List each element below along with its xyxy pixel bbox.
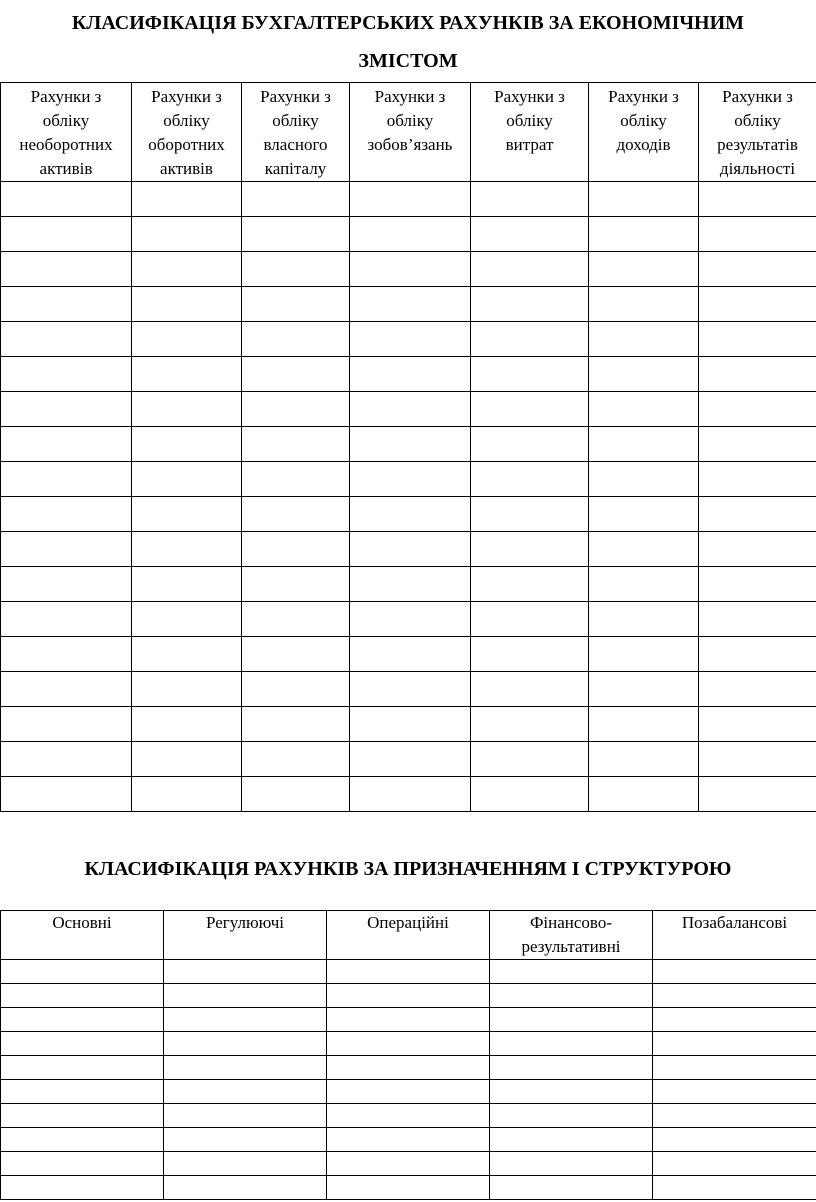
column-header-line: власного xyxy=(263,135,328,154)
empty-cell[interactable] xyxy=(1,322,132,357)
empty-cell[interactable] xyxy=(1,1056,164,1080)
empty-cell[interactable] xyxy=(471,742,589,777)
empty-cell[interactable] xyxy=(350,637,471,672)
empty-cell[interactable] xyxy=(653,984,816,1008)
empty-cell[interactable] xyxy=(132,777,242,812)
empty-cell[interactable] xyxy=(589,287,699,322)
empty-cell[interactable] xyxy=(132,322,242,357)
empty-cell[interactable] xyxy=(471,532,589,567)
empty-cell[interactable] xyxy=(699,287,816,322)
empty-cell[interactable] xyxy=(164,1152,327,1176)
table-row xyxy=(1,392,816,427)
column-header-line: діяльності xyxy=(719,159,796,178)
empty-cell[interactable] xyxy=(699,567,816,602)
empty-cell[interactable] xyxy=(350,392,471,427)
empty-cell[interactable] xyxy=(490,1008,653,1032)
empty-cell[interactable] xyxy=(1,357,132,392)
empty-cell[interactable] xyxy=(132,392,242,427)
empty-cell[interactable] xyxy=(327,1176,490,1200)
empty-cell[interactable] xyxy=(350,357,471,392)
empty-cell[interactable] xyxy=(490,1080,653,1104)
empty-cell[interactable] xyxy=(350,287,471,322)
empty-cell[interactable] xyxy=(350,497,471,532)
title-line-2: ЗМІСТОМ xyxy=(358,50,458,72)
empty-cell[interactable] xyxy=(699,777,816,812)
empty-cell[interactable] xyxy=(164,1032,327,1056)
column-header xyxy=(589,83,699,182)
empty-cell[interactable] xyxy=(653,1008,816,1032)
empty-cell[interactable] xyxy=(327,984,490,1008)
empty-cell[interactable] xyxy=(327,1104,490,1128)
empty-cell[interactable] xyxy=(699,252,816,287)
column-header-line: активів xyxy=(160,159,213,178)
empty-cell[interactable] xyxy=(242,427,350,462)
empty-cell[interactable] xyxy=(327,1032,490,1056)
empty-cell[interactable] xyxy=(132,567,242,602)
empty-cell[interactable] xyxy=(350,707,471,742)
empty-cell[interactable] xyxy=(1,602,132,637)
empty-cell[interactable] xyxy=(699,707,816,742)
purpose-structure-classification-title: КЛАСИФІКАЦІЯ РАХУНКІВ ЗА ПРИЗНАЧЕННЯМ І СТРУКТУРОЮ xyxy=(84,858,732,880)
empty-cell[interactable] xyxy=(699,217,816,252)
empty-cell[interactable] xyxy=(132,672,242,707)
empty-cell[interactable] xyxy=(1,1176,164,1200)
empty-cell[interactable] xyxy=(653,1056,816,1080)
column-header xyxy=(242,83,350,182)
table-row xyxy=(1,1152,816,1176)
empty-cell[interactable] xyxy=(471,427,589,462)
column-header xyxy=(471,83,589,182)
column-header-line: Рахунки з xyxy=(260,87,331,106)
empty-cell[interactable] xyxy=(471,392,589,427)
empty-cell[interactable] xyxy=(471,287,589,322)
column-header-line: необоротних xyxy=(19,135,113,154)
empty-cell[interactable] xyxy=(471,462,589,497)
empty-cell[interactable] xyxy=(490,1104,653,1128)
empty-cell[interactable] xyxy=(242,707,350,742)
empty-cell[interactable] xyxy=(164,1056,327,1080)
empty-cell[interactable] xyxy=(589,602,699,637)
empty-cell[interactable] xyxy=(1,532,132,567)
empty-cell[interactable] xyxy=(132,602,242,637)
column-header-line: Рахунки з xyxy=(151,87,222,106)
empty-cell[interactable] xyxy=(490,984,653,1008)
empty-cell[interactable] xyxy=(589,322,699,357)
empty-cell[interactable] xyxy=(471,182,589,217)
empty-cell[interactable] xyxy=(164,960,327,984)
column-header-line: доходів xyxy=(616,135,671,154)
empty-cell[interactable] xyxy=(1,1104,164,1128)
empty-cell[interactable] xyxy=(132,532,242,567)
empty-cell[interactable] xyxy=(242,497,350,532)
title-line-1: КЛАСИФІКАЦІЯ БУХГАЛТЕРСЬКИХ РАХУНКІВ ЗА ЕКОНОМІЧНИМ xyxy=(71,12,745,34)
empty-cell[interactable] xyxy=(327,1128,490,1152)
table-row xyxy=(1,1104,816,1128)
empty-cell[interactable] xyxy=(699,182,816,217)
column-header-line: обліку xyxy=(42,111,90,130)
empty-cell[interactable] xyxy=(164,984,327,1008)
empty-cell[interactable] xyxy=(1,1128,164,1152)
empty-cell[interactable] xyxy=(490,1152,653,1176)
empty-cell[interactable] xyxy=(471,252,589,287)
empty-cell[interactable] xyxy=(589,182,699,217)
column-header-line: Рахунки з xyxy=(608,87,679,106)
empty-cell[interactable] xyxy=(589,742,699,777)
empty-cell[interactable] xyxy=(589,252,699,287)
empty-cell[interactable] xyxy=(589,392,699,427)
empty-cell[interactable] xyxy=(350,462,471,497)
empty-cell[interactable] xyxy=(132,427,242,462)
empty-cell[interactable] xyxy=(471,497,589,532)
empty-cell[interactable] xyxy=(242,217,350,252)
column-header-line: Регулюючі xyxy=(205,913,284,932)
empty-cell[interactable] xyxy=(589,672,699,707)
empty-cell[interactable] xyxy=(350,777,471,812)
empty-cell[interactable] xyxy=(1,497,132,532)
empty-cell[interactable] xyxy=(132,742,242,777)
column-header xyxy=(1,911,164,960)
empty-cell[interactable] xyxy=(1,182,132,217)
table-row xyxy=(1,1128,816,1152)
empty-cell[interactable] xyxy=(164,1080,327,1104)
column-header xyxy=(490,911,653,960)
column-header-line: витрат xyxy=(505,135,554,154)
table-row xyxy=(1,637,816,672)
empty-cell[interactable] xyxy=(1,672,132,707)
purpose-structure-classification-table xyxy=(0,910,816,1200)
empty-cell[interactable] xyxy=(350,182,471,217)
table-header-row xyxy=(1,911,816,960)
table-row xyxy=(1,1080,816,1104)
empty-cell[interactable] xyxy=(242,252,350,287)
empty-cell[interactable] xyxy=(350,322,471,357)
empty-cell[interactable] xyxy=(132,462,242,497)
empty-cell[interactable] xyxy=(132,707,242,742)
empty-cell[interactable] xyxy=(699,462,816,497)
column-header-line: Рахунки з xyxy=(374,87,446,106)
empty-cell[interactable] xyxy=(350,217,471,252)
economic-classification-title xyxy=(0,4,816,80)
empty-cell[interactable] xyxy=(242,287,350,322)
table-row xyxy=(1,960,816,984)
empty-cell[interactable] xyxy=(589,217,699,252)
empty-cell[interactable] xyxy=(471,707,589,742)
column-header-line: обліку xyxy=(163,111,210,130)
column-header-line: Основні xyxy=(52,913,112,932)
table-row xyxy=(1,252,816,287)
empty-cell[interactable] xyxy=(1,392,132,427)
column-header-line: Рахунки з xyxy=(494,87,565,106)
table-row xyxy=(1,532,816,567)
empty-cell[interactable] xyxy=(350,532,471,567)
table-row xyxy=(1,287,816,322)
column-header xyxy=(132,83,242,182)
empty-cell[interactable] xyxy=(132,287,242,322)
empty-cell[interactable] xyxy=(471,777,589,812)
empty-cell[interactable] xyxy=(327,1152,490,1176)
empty-cell[interactable] xyxy=(242,777,350,812)
empty-cell[interactable] xyxy=(1,960,164,984)
empty-cell[interactable] xyxy=(164,1104,327,1128)
empty-cell[interactable] xyxy=(132,252,242,287)
column-header-line: обліку xyxy=(620,111,667,130)
empty-cell[interactable] xyxy=(164,1176,327,1200)
table-row xyxy=(1,1008,816,1032)
empty-cell[interactable] xyxy=(653,1032,816,1056)
column-header xyxy=(164,911,327,960)
empty-cell[interactable] xyxy=(653,1104,816,1128)
empty-cell[interactable] xyxy=(1,287,132,322)
table-row xyxy=(1,1032,816,1056)
empty-cell[interactable] xyxy=(653,1176,816,1200)
column-header-line: результативні xyxy=(521,937,621,956)
empty-cell[interactable] xyxy=(350,602,471,637)
empty-cell[interactable] xyxy=(490,960,653,984)
column-header xyxy=(327,911,490,960)
empty-cell[interactable] xyxy=(471,672,589,707)
empty-cell[interactable] xyxy=(1,1152,164,1176)
empty-cell[interactable] xyxy=(1,427,132,462)
table-row xyxy=(1,1176,816,1200)
empty-cell[interactable] xyxy=(1,742,132,777)
empty-cell[interactable] xyxy=(589,532,699,567)
empty-cell[interactable] xyxy=(132,357,242,392)
table-row xyxy=(1,672,816,707)
empty-cell[interactable] xyxy=(132,497,242,532)
empty-cell[interactable] xyxy=(699,322,816,357)
table-row xyxy=(1,322,816,357)
column-header-line: оборотних xyxy=(148,135,225,154)
empty-cell[interactable] xyxy=(327,1080,490,1104)
column-header xyxy=(699,83,816,182)
column-header-line: результатів xyxy=(717,135,798,154)
empty-cell[interactable] xyxy=(242,672,350,707)
empty-cell[interactable] xyxy=(699,392,816,427)
empty-cell[interactable] xyxy=(164,1008,327,1032)
empty-cell[interactable] xyxy=(242,322,350,357)
column-header-line: зобов’язань xyxy=(367,135,453,154)
empty-cell[interactable] xyxy=(242,567,350,602)
empty-cell[interactable] xyxy=(699,357,816,392)
table-row xyxy=(1,777,816,812)
empty-cell[interactable] xyxy=(1,1008,164,1032)
empty-cell[interactable] xyxy=(327,960,490,984)
empty-cell[interactable] xyxy=(350,427,471,462)
empty-cell[interactable] xyxy=(490,1128,653,1152)
table-header-row xyxy=(1,83,816,182)
empty-cell[interactable] xyxy=(699,532,816,567)
column-header-line: Фінансово- xyxy=(529,913,612,932)
empty-cell[interactable] xyxy=(1,984,164,1008)
empty-cell[interactable] xyxy=(589,567,699,602)
empty-cell[interactable] xyxy=(653,960,816,984)
empty-cell[interactable] xyxy=(1,777,132,812)
empty-cell[interactable] xyxy=(653,1080,816,1104)
empty-cell[interactable] xyxy=(327,1056,490,1080)
table-row xyxy=(1,1056,816,1080)
empty-cell[interactable] xyxy=(471,567,589,602)
empty-cell[interactable] xyxy=(589,777,699,812)
column-header-line: капіталу xyxy=(264,159,327,178)
empty-cell[interactable] xyxy=(1,217,132,252)
empty-cell[interactable] xyxy=(653,1128,816,1152)
empty-cell[interactable] xyxy=(471,602,589,637)
empty-cell[interactable] xyxy=(589,462,699,497)
table-row xyxy=(1,462,816,497)
empty-cell[interactable] xyxy=(242,392,350,427)
empty-cell[interactable] xyxy=(242,357,350,392)
empty-cell[interactable] xyxy=(471,637,589,672)
empty-cell[interactable] xyxy=(490,1176,653,1200)
empty-cell[interactable] xyxy=(350,742,471,777)
table-row xyxy=(1,602,816,637)
column-header xyxy=(653,911,816,960)
empty-cell[interactable] xyxy=(490,1056,653,1080)
empty-cell[interactable] xyxy=(1,1080,164,1104)
table-row xyxy=(1,567,816,602)
column-header xyxy=(1,83,132,182)
empty-cell[interactable] xyxy=(589,707,699,742)
column-header-line: Позабалансові xyxy=(681,913,788,932)
empty-cell[interactable] xyxy=(1,637,132,672)
economic-classification-table xyxy=(0,82,816,812)
empty-cell[interactable] xyxy=(350,672,471,707)
column-header-line: обліку xyxy=(386,111,434,130)
empty-cell[interactable] xyxy=(471,217,589,252)
empty-cell[interactable] xyxy=(350,252,471,287)
empty-cell[interactable] xyxy=(242,637,350,672)
table-row xyxy=(1,497,816,532)
empty-cell[interactable] xyxy=(699,427,816,462)
empty-cell[interactable] xyxy=(132,217,242,252)
empty-cell[interactable] xyxy=(699,497,816,532)
column-header-line: активів xyxy=(39,159,93,178)
table-row xyxy=(1,707,816,742)
column-header-line: обліку xyxy=(734,111,781,130)
column-header-line: Рахунки з xyxy=(722,87,793,106)
column-header xyxy=(350,83,471,182)
table-row xyxy=(1,742,816,777)
empty-cell[interactable] xyxy=(1,462,132,497)
column-header-line: Операційні xyxy=(367,913,449,932)
table-row xyxy=(1,182,816,217)
empty-cell[interactable] xyxy=(242,742,350,777)
table-row xyxy=(1,217,816,252)
empty-cell[interactable] xyxy=(242,602,350,637)
empty-cell[interactable] xyxy=(242,182,350,217)
empty-cell[interactable] xyxy=(589,637,699,672)
empty-cell[interactable] xyxy=(471,357,589,392)
empty-cell[interactable] xyxy=(1,567,132,602)
column-header-line: Рахунки з xyxy=(30,87,102,106)
empty-cell[interactable] xyxy=(589,497,699,532)
column-header-line: обліку xyxy=(506,111,553,130)
table-row xyxy=(1,427,816,462)
empty-cell[interactable] xyxy=(132,182,242,217)
empty-cell[interactable] xyxy=(699,742,816,777)
table-row xyxy=(1,357,816,392)
empty-cell[interactable] xyxy=(699,672,816,707)
empty-cell[interactable] xyxy=(132,637,242,672)
empty-cell[interactable] xyxy=(164,1128,327,1152)
empty-cell[interactable] xyxy=(699,602,816,637)
empty-cell[interactable] xyxy=(589,357,699,392)
empty-cell[interactable] xyxy=(589,427,699,462)
empty-cell[interactable] xyxy=(327,1008,490,1032)
table-row xyxy=(1,984,816,1008)
column-header-line: обліку xyxy=(272,111,319,130)
empty-cell[interactable] xyxy=(1,1032,164,1056)
empty-cell[interactable] xyxy=(490,1032,653,1056)
empty-cell[interactable] xyxy=(471,322,589,357)
empty-cell[interactable] xyxy=(1,707,132,742)
empty-cell[interactable] xyxy=(242,462,350,497)
empty-cell[interactable] xyxy=(653,1152,816,1176)
empty-cell[interactable] xyxy=(1,252,132,287)
empty-cell[interactable] xyxy=(242,532,350,567)
empty-cell[interactable] xyxy=(699,637,816,672)
empty-cell[interactable] xyxy=(350,567,471,602)
